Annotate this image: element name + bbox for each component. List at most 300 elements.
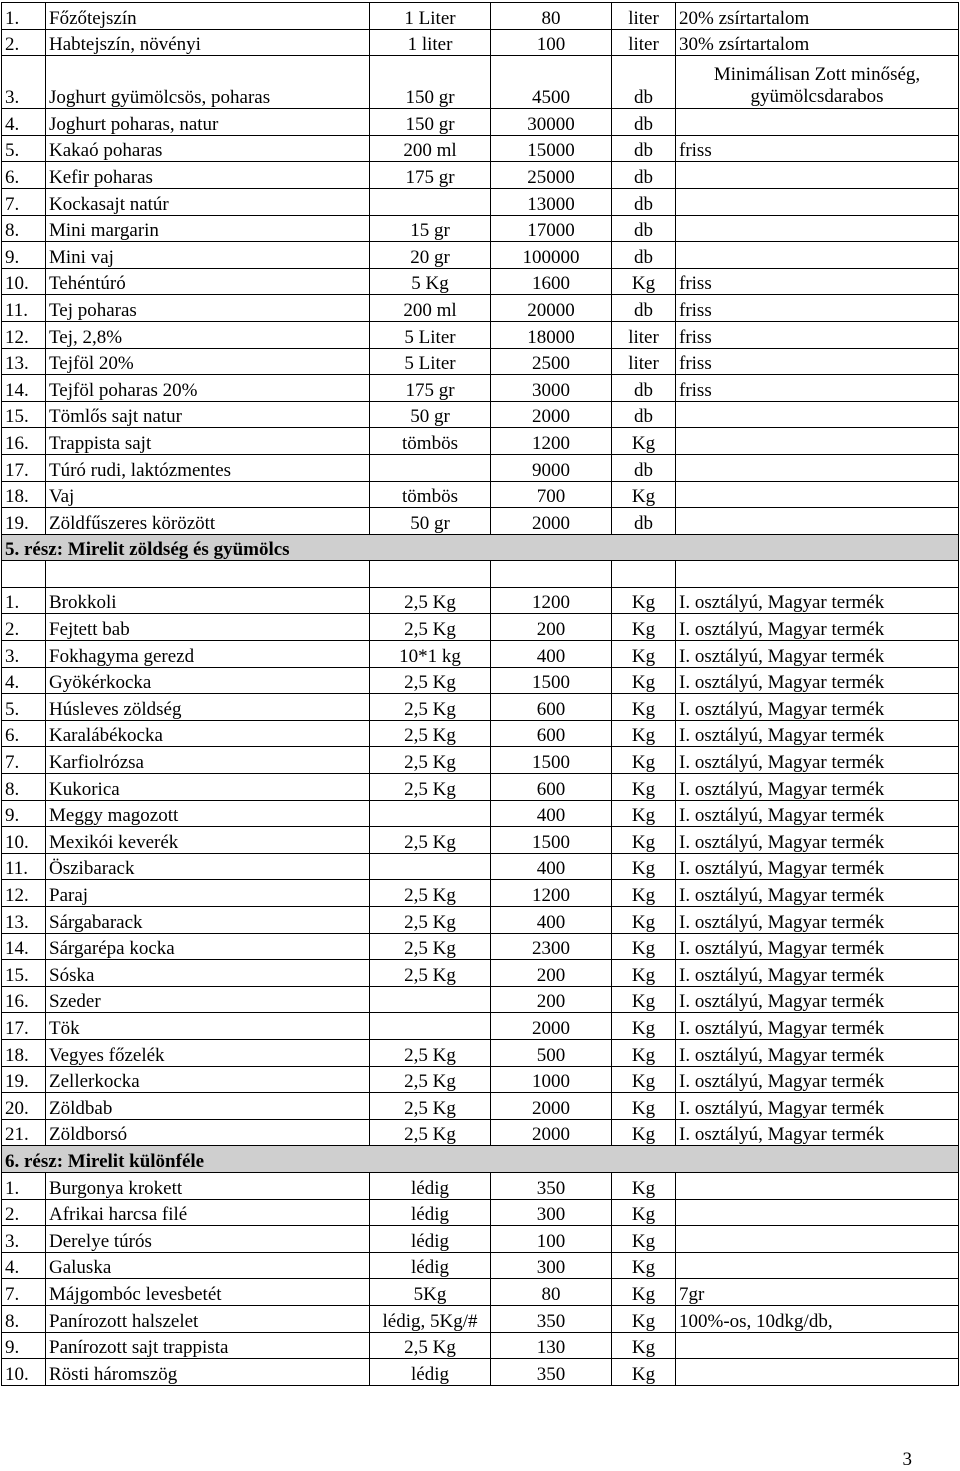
table-row — [2, 321, 959, 348]
quantity-cell: 2000 — [491, 1013, 612, 1040]
section-title: 6. rész: Mirelit különféle — [2, 1146, 959, 1173]
product-name-cell: Joghurt gyümölcsös, poharas — [46, 56, 370, 109]
product-name-cell: Főzőtejszín — [46, 3, 370, 30]
quantity-cell: 1500 — [491, 827, 612, 854]
note-cell: friss — [676, 375, 959, 402]
unit-cell: Kg — [612, 1252, 676, 1279]
row-number-cell: 3. — [2, 641, 46, 668]
product-name-cell: Kefir poharas — [46, 162, 370, 189]
unit-cell: Kg — [612, 1279, 676, 1306]
note-cell — [676, 1359, 959, 1386]
note-cell: I. osztályú, Magyar termék — [676, 800, 959, 827]
packaging-cell — [370, 454, 491, 481]
product-name-cell: Sárgarépa kocka — [46, 933, 370, 960]
table-row — [2, 774, 959, 801]
table-row — [2, 135, 959, 162]
table-row — [2, 428, 959, 455]
table-row — [2, 375, 959, 402]
product-name-cell: Mexikói keverék — [46, 827, 370, 854]
product-name-cell: Tejföl 20% — [46, 348, 370, 375]
quantity-cell: 2000 — [491, 1119, 612, 1146]
quantity-cell: 400 — [491, 907, 612, 934]
table-row — [2, 960, 959, 987]
packaging-cell: 2,5 Kg — [370, 827, 491, 854]
note-cell — [676, 1226, 959, 1253]
note-cell: friss — [676, 295, 959, 322]
note-cell: I. osztályú, Magyar termék — [676, 641, 959, 668]
quantity-cell: 2000 — [491, 1093, 612, 1120]
unit-cell: db — [612, 508, 676, 535]
product-name-cell: Brokkoli — [46, 587, 370, 614]
table-body — [2, 3, 959, 1386]
product-name-cell: Szeder — [46, 986, 370, 1013]
quantity-cell: 80 — [491, 3, 612, 30]
row-number-cell: 15. — [2, 401, 46, 428]
table-row — [2, 1119, 959, 1146]
product-name-cell: Zöldborsó — [46, 1119, 370, 1146]
quantity-cell: 100 — [491, 1226, 612, 1253]
packaging-cell — [370, 800, 491, 827]
packaging-cell: 2,5 Kg — [370, 1119, 491, 1146]
table-row — [2, 880, 959, 907]
note-cell — [676, 1252, 959, 1279]
row-number-cell: 1. — [2, 587, 46, 614]
product-name-cell: Vegyes főzelék — [46, 1039, 370, 1066]
packaging-cell: 1 liter — [370, 29, 491, 56]
table-row — [2, 1226, 959, 1253]
note-cell: I. osztályú, Magyar termék — [676, 1119, 959, 1146]
packaging-cell: 5 Liter — [370, 348, 491, 375]
row-number-cell: 4. — [2, 1252, 46, 1279]
packaging-cell: 175 gr — [370, 162, 491, 189]
unit-cell: Kg — [612, 1119, 676, 1146]
product-name-cell: Tök — [46, 1013, 370, 1040]
note-cell: I. osztályú, Magyar termék — [676, 853, 959, 880]
table-row — [2, 1066, 959, 1093]
row-number-cell: 3. — [2, 56, 46, 109]
unit-cell: Kg — [612, 853, 676, 880]
product-name-cell: Kockasajt natúr — [46, 188, 370, 215]
empty-cell — [612, 561, 676, 588]
unit-cell: Kg — [612, 1039, 676, 1066]
product-name-cell: Sárgabarack — [46, 907, 370, 934]
unit-cell: db — [612, 375, 676, 402]
quantity-cell: 200 — [491, 614, 612, 641]
packaging-cell: 10*1 kg — [370, 641, 491, 668]
table-row — [2, 800, 959, 827]
unit-cell: Kg — [612, 986, 676, 1013]
note-cell: I. osztályú, Magyar termék — [676, 720, 959, 747]
row-number-cell: 9. — [2, 800, 46, 827]
product-name-cell: Zellerkocka — [46, 1066, 370, 1093]
packaging-cell: 150 gr — [370, 109, 491, 136]
product-name-cell: Zöldfűszeres körözött — [46, 508, 370, 535]
unit-cell: liter — [612, 29, 676, 56]
row-number-cell: 2. — [2, 29, 46, 56]
unit-cell: db — [612, 215, 676, 242]
product-name-cell: Panírozott sajt trappista — [46, 1332, 370, 1359]
product-name-cell: Tehéntúró — [46, 268, 370, 295]
unit-cell: db — [612, 454, 676, 481]
packaging-cell: 2,5 Kg — [370, 1332, 491, 1359]
packaging-cell: 2,5 Kg — [370, 1066, 491, 1093]
quantity-cell: 2500 — [491, 348, 612, 375]
unit-cell: Kg — [612, 481, 676, 508]
quantity-cell: 1500 — [491, 667, 612, 694]
product-name-cell: Húsleves zöldség — [46, 694, 370, 721]
note-cell: I. osztályú, Magyar termék — [676, 907, 959, 934]
unit-cell: Kg — [612, 933, 676, 960]
quantity-cell: 350 — [491, 1305, 612, 1332]
table-row — [2, 1305, 959, 1332]
row-number-cell: 8. — [2, 1305, 46, 1332]
packaging-cell: 2,5 Kg — [370, 933, 491, 960]
note-cell — [676, 1332, 959, 1359]
quantity-cell: 17000 — [491, 215, 612, 242]
quantity-cell: 1600 — [491, 268, 612, 295]
unit-cell: liter — [612, 3, 676, 30]
section-header-row — [2, 534, 959, 561]
table-row — [2, 1252, 959, 1279]
table-row — [2, 3, 959, 30]
note-cell: I. osztályú, Magyar termék — [676, 694, 959, 721]
row-number-cell: 20. — [2, 1093, 46, 1120]
row-number-cell: 9. — [2, 1332, 46, 1359]
table-row — [2, 986, 959, 1013]
note-cell: 20% zsírtartalom — [676, 3, 959, 30]
packaging-cell: 5 Kg — [370, 268, 491, 295]
blank-row — [2, 561, 959, 588]
packaging-cell: tömbös — [370, 481, 491, 508]
row-number-cell: 6. — [2, 720, 46, 747]
note-cell — [676, 215, 959, 242]
table-row — [2, 242, 959, 269]
row-number-cell: 18. — [2, 481, 46, 508]
unit-cell: Kg — [612, 1066, 676, 1093]
product-name-cell: Öszibarack — [46, 853, 370, 880]
product-name-cell: Kakaó poharas — [46, 135, 370, 162]
quantity-cell: 400 — [491, 800, 612, 827]
row-number-cell: 6. — [2, 162, 46, 189]
product-name-cell: Afrikai harcsa filé — [46, 1199, 370, 1226]
unit-cell: Kg — [612, 587, 676, 614]
quantity-cell: 9000 — [491, 454, 612, 481]
note-cell: I. osztályú, Magyar termék — [676, 1013, 959, 1040]
packaging-cell: 2,5 Kg — [370, 694, 491, 721]
row-number-cell: 16. — [2, 986, 46, 1013]
table-row — [2, 747, 959, 774]
note-cell: I. osztályú, Magyar termék — [676, 667, 959, 694]
table-row — [2, 1279, 959, 1306]
table-row — [2, 109, 959, 136]
row-number-cell: 21. — [2, 1119, 46, 1146]
quantity-cell: 200 — [491, 986, 612, 1013]
product-name-cell: Burgonya krokett — [46, 1172, 370, 1199]
product-table — [1, 2, 959, 1386]
packaging-cell: 5 Liter — [370, 321, 491, 348]
quantity-cell: 350 — [491, 1359, 612, 1386]
row-number-cell: 2. — [2, 614, 46, 641]
row-number-cell: 9. — [2, 242, 46, 269]
packaging-cell: 200 ml — [370, 135, 491, 162]
section-header-row — [2, 1146, 959, 1173]
quantity-cell: 1500 — [491, 747, 612, 774]
row-number-cell: 15. — [2, 960, 46, 987]
row-number-cell: 3. — [2, 1226, 46, 1253]
quantity-cell: 13000 — [491, 188, 612, 215]
unit-cell: db — [612, 188, 676, 215]
unit-cell: db — [612, 242, 676, 269]
table-row — [2, 933, 959, 960]
note-cell: friss — [676, 268, 959, 295]
quantity-cell: 700 — [491, 481, 612, 508]
table-row — [2, 667, 959, 694]
row-number-cell: 18. — [2, 1039, 46, 1066]
note-cell — [676, 1199, 959, 1226]
row-number-cell: 14. — [2, 375, 46, 402]
packaging-cell: 2,5 Kg — [370, 960, 491, 987]
product-name-cell: Zöldbab — [46, 1093, 370, 1120]
packaging-cell: 2,5 Kg — [370, 774, 491, 801]
packaging-cell: 2,5 Kg — [370, 880, 491, 907]
table-row — [2, 853, 959, 880]
packaging-cell: 2,5 Kg — [370, 720, 491, 747]
row-number-cell: 19. — [2, 1066, 46, 1093]
product-name-cell: Meggy magozott — [46, 800, 370, 827]
row-number-cell: 5. — [2, 694, 46, 721]
packaging-cell: 15 gr — [370, 215, 491, 242]
note-cell: friss — [676, 321, 959, 348]
note-cell — [676, 428, 959, 455]
packaging-cell: 20 gr — [370, 242, 491, 269]
unit-cell: Kg — [612, 774, 676, 801]
row-number-cell: 7. — [2, 1279, 46, 1306]
row-number-cell: 16. — [2, 428, 46, 455]
note-cell: I. osztályú, Magyar termék — [676, 1039, 959, 1066]
empty-cell — [46, 561, 370, 588]
quantity-cell: 20000 — [491, 295, 612, 322]
quantity-cell: 400 — [491, 853, 612, 880]
row-number-cell: 1. — [2, 1172, 46, 1199]
unit-cell: Kg — [612, 268, 676, 295]
packaging-cell: 150 gr — [370, 56, 491, 109]
product-name-cell: Túró rudi, laktózmentes — [46, 454, 370, 481]
quantity-cell: 600 — [491, 720, 612, 747]
note-cell: Minimálisan Zott minőség, gyümölcsdarabos — [676, 56, 959, 109]
row-number-cell: 12. — [2, 321, 46, 348]
quantity-cell: 200 — [491, 960, 612, 987]
quantity-cell: 80 — [491, 1279, 612, 1306]
product-name-cell: Galuska — [46, 1252, 370, 1279]
note-cell: I. osztályú, Magyar termék — [676, 986, 959, 1013]
quantity-cell: 350 — [491, 1172, 612, 1199]
quantity-cell: 30000 — [491, 109, 612, 136]
unit-cell: Kg — [612, 880, 676, 907]
note-cell — [676, 188, 959, 215]
unit-cell: Kg — [612, 1305, 676, 1332]
table-row — [2, 508, 959, 535]
product-name-cell: Vaj — [46, 481, 370, 508]
packaging-cell: 200 ml — [370, 295, 491, 322]
unit-cell: Kg — [612, 1013, 676, 1040]
quantity-cell: 300 — [491, 1252, 612, 1279]
product-name-cell: Derelye túrós — [46, 1226, 370, 1253]
table-row — [2, 56, 959, 109]
product-name-cell: Habtejszín, növényi — [46, 29, 370, 56]
note-cell: friss — [676, 348, 959, 375]
table-row — [2, 827, 959, 854]
product-name-cell: Tej poharas — [46, 295, 370, 322]
unit-cell: Kg — [612, 960, 676, 987]
packaging-cell: lédig — [370, 1226, 491, 1253]
row-number-cell: 13. — [2, 907, 46, 934]
row-number-cell: 14. — [2, 933, 46, 960]
unit-cell: Kg — [612, 614, 676, 641]
table-row — [2, 162, 959, 189]
row-number-cell: 10. — [2, 1359, 46, 1386]
packaging-cell: lédig — [370, 1359, 491, 1386]
quantity-cell: 2300 — [491, 933, 612, 960]
row-number-cell: 4. — [2, 109, 46, 136]
packaging-cell — [370, 986, 491, 1013]
unit-cell: Kg — [612, 641, 676, 668]
table-row — [2, 1039, 959, 1066]
quantity-cell: 500 — [491, 1039, 612, 1066]
packaging-cell — [370, 853, 491, 880]
unit-cell: db — [612, 56, 676, 109]
packaging-cell — [370, 1013, 491, 1040]
quantity-cell: 1000 — [491, 1066, 612, 1093]
table-row — [2, 1359, 959, 1386]
unit-cell: Kg — [612, 1226, 676, 1253]
row-number-cell: 13. — [2, 348, 46, 375]
unit-cell: Kg — [612, 428, 676, 455]
product-name-cell: Mini margarin — [46, 215, 370, 242]
note-cell — [676, 242, 959, 269]
quantity-cell: 15000 — [491, 135, 612, 162]
table-row — [2, 348, 959, 375]
unit-cell: liter — [612, 321, 676, 348]
product-name-cell: Kukorica — [46, 774, 370, 801]
unit-cell: Kg — [612, 747, 676, 774]
packaging-cell: 2,5 Kg — [370, 667, 491, 694]
note-cell: I. osztályú, Magyar termék — [676, 1066, 959, 1093]
note-cell — [676, 401, 959, 428]
quantity-cell: 130 — [491, 1332, 612, 1359]
product-name-cell: Karalábékocka — [46, 720, 370, 747]
table-row — [2, 1093, 959, 1120]
table-row — [2, 295, 959, 322]
quantity-cell: 600 — [491, 774, 612, 801]
note-cell: friss — [676, 135, 959, 162]
table-row — [2, 29, 959, 56]
empty-cell — [491, 561, 612, 588]
unit-cell: db — [612, 109, 676, 136]
section-title: 5. rész: Mirelit zöldség és gyümölcs — [2, 534, 959, 561]
table-row — [2, 215, 959, 242]
unit-cell: Kg — [612, 1093, 676, 1120]
product-name-cell: Trappista sajt — [46, 428, 370, 455]
table-row — [2, 720, 959, 747]
table-row — [2, 454, 959, 481]
product-name-cell: Mini vaj — [46, 242, 370, 269]
note-cell: I. osztályú, Magyar termék — [676, 587, 959, 614]
unit-cell: Kg — [612, 1199, 676, 1226]
unit-cell: liter — [612, 348, 676, 375]
packaging-cell: tömbös — [370, 428, 491, 455]
table-row — [2, 614, 959, 641]
unit-cell: Kg — [612, 800, 676, 827]
quantity-cell: 2000 — [491, 401, 612, 428]
packaging-cell: lédig, 5Kg/# — [370, 1305, 491, 1332]
quantity-cell: 4500 — [491, 56, 612, 109]
note-cell — [676, 109, 959, 136]
row-number-cell: 10. — [2, 268, 46, 295]
quantity-cell: 600 — [491, 694, 612, 721]
note-cell — [676, 508, 959, 535]
row-number-cell: 5. — [2, 135, 46, 162]
product-name-cell: Tömlős sajt natur — [46, 401, 370, 428]
note-cell — [676, 454, 959, 481]
note-cell — [676, 1172, 959, 1199]
note-cell: I. osztályú, Magyar termék — [676, 1093, 959, 1120]
table-row — [2, 188, 959, 215]
table-row — [2, 907, 959, 934]
unit-cell: db — [612, 135, 676, 162]
empty-cell — [370, 561, 491, 588]
row-number-cell: 10. — [2, 827, 46, 854]
empty-cell — [676, 561, 959, 588]
row-number-cell: 7. — [2, 188, 46, 215]
note-cell: I. osztályú, Magyar termék — [676, 774, 959, 801]
unit-cell: db — [612, 162, 676, 189]
quantity-cell: 18000 — [491, 321, 612, 348]
product-name-cell: Tej, 2,8% — [46, 321, 370, 348]
table-row — [2, 481, 959, 508]
product-name-cell: Panírozott halszelet — [46, 1305, 370, 1332]
row-number-cell: 4. — [2, 667, 46, 694]
unit-cell: Kg — [612, 694, 676, 721]
packaging-cell: 2,5 Kg — [370, 614, 491, 641]
empty-cell — [2, 561, 46, 588]
packaging-cell: lédig — [370, 1172, 491, 1199]
packaging-cell: 50 gr — [370, 508, 491, 535]
table-row — [2, 587, 959, 614]
packaging-cell: lédig — [370, 1252, 491, 1279]
packaging-cell: lédig — [370, 1199, 491, 1226]
table-row — [2, 1199, 959, 1226]
quantity-cell: 100 — [491, 29, 612, 56]
product-name-cell: Karfiolrózsa — [46, 747, 370, 774]
table-row — [2, 401, 959, 428]
row-number-cell: 11. — [2, 853, 46, 880]
note-cell — [676, 481, 959, 508]
unit-cell: Kg — [612, 1359, 676, 1386]
note-cell: I. osztályú, Magyar termék — [676, 614, 959, 641]
product-name-cell: Gyökérkocka — [46, 667, 370, 694]
note-cell: I. osztályú, Magyar termék — [676, 960, 959, 987]
row-number-cell: 8. — [2, 215, 46, 242]
quantity-cell: 400 — [491, 641, 612, 668]
note-cell: 7gr — [676, 1279, 959, 1306]
unit-cell: Kg — [612, 1332, 676, 1359]
row-number-cell: 2. — [2, 1199, 46, 1226]
packaging-cell: 2,5 Kg — [370, 907, 491, 934]
unit-cell: db — [612, 401, 676, 428]
product-name-cell: Rösti háromszög — [46, 1359, 370, 1386]
packaging-cell: 50 gr — [370, 401, 491, 428]
row-number-cell: 17. — [2, 1013, 46, 1040]
